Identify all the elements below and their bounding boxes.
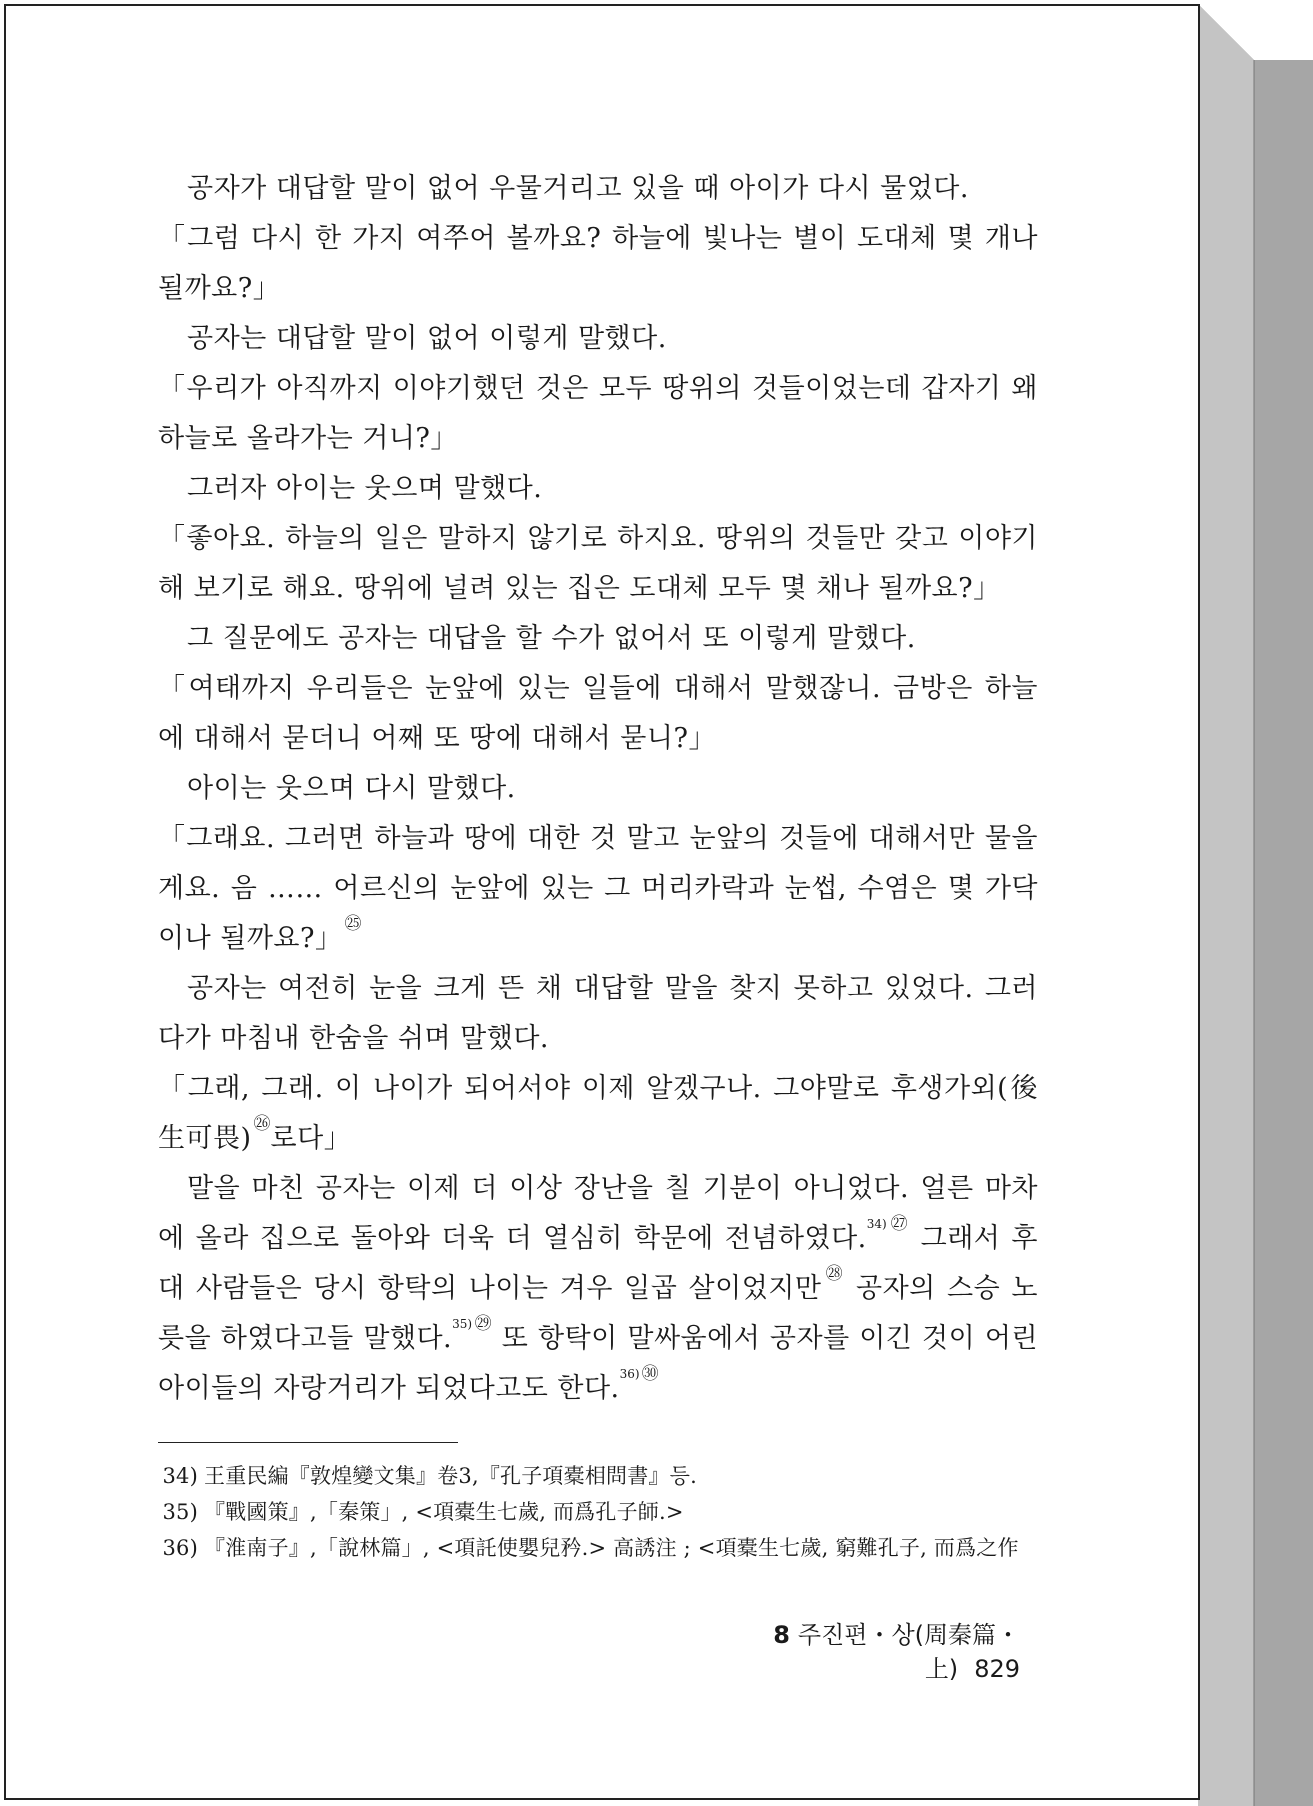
- paragraph: 공자는 여전히 눈을 크게 뜬 채 대답할 말을 찾지 못하고 있었다. 그러다가 마침내 한숨을 쉬며 말했다.: [158, 973, 1038, 1054]
- circled-note-marker: ㉖: [253, 1114, 271, 1134]
- paragraph: 공자가 대답할 말이 없어 우물거리고 있을 때 아이가 다시 물었다.: [187, 173, 969, 204]
- footnote-ref[interactable]: 34): [866, 1217, 887, 1231]
- circled-note-marker: ㉘: [823, 1264, 845, 1284]
- chapter-number: 8: [773, 1621, 790, 1649]
- paragraph: 「여태까지 우리들은 눈앞에 있는 일들에 대해서 말했잖니. 금방은 하늘에 대해서 묻더니 어째 또 땅에 대해서 묻니?」: [158, 673, 1038, 754]
- footnote-ref[interactable]: 35): [452, 1317, 473, 1331]
- footnote-ref[interactable]: 36): [619, 1367, 640, 1381]
- paragraph-text: 또 항탁이 말싸움에서 공자를 이긴 것이 어린아이들의 자랑거리가 되었다고도 한다.: [158, 1323, 1038, 1404]
- paragraph: 「그럼 다시 한 가지 여쭈어 볼까요? 하늘에 빛나는 별이 도대체 몇 개나 될까요?」: [158, 223, 1038, 304]
- footnote-item: [158, 1530, 1038, 1566]
- paragraph: 「좋아요. 하늘의 일은 말하지 않기로 하지요. 땅위의 것들만 갖고 이야기해 보기로 해요. 땅위에 널려 있는 집은 도대체 모두 몇 채나 될까요?」: [158, 523, 1038, 604]
- footnote-divider: [158, 1442, 458, 1443]
- paragraph: 「우리가 아직까지 이야기했던 것은 모두 땅위의 것들이었는데 갑자기 왜 하늘로 올라가는 거니?」: [158, 373, 1038, 454]
- circled-note-marker: ㉚: [641, 1364, 659, 1384]
- footnote-text: 『淮南子』,「說林篇」, <項託使嬰兒矜.> 高誘注 ; <項橐生七歲, 窮難孔子, 而爲之作: [204, 1536, 1019, 1560]
- circled-note-marker: ㉕: [344, 914, 362, 934]
- paragraph: 공자는 대답할 말이 없어 이렇게 말했다.: [187, 323, 667, 354]
- footnote-text: 王重民編『敦煌變文集』卷3,『孔子項橐相問書』등.: [204, 1464, 697, 1488]
- circled-note-marker: ㉙: [474, 1314, 493, 1334]
- paragraph: [158, 1064, 1038, 1164]
- main-text: [158, 164, 1038, 1414]
- paragraph: 그 질문에도 공자는 대답을 할 수가 없어서 또 이렇게 말했다.: [187, 623, 916, 654]
- footnote-text: 『戰國策』,「秦策」, <項橐生七歲, 而爲孔子師.>: [204, 1500, 684, 1524]
- paragraph: 아이는 웃으며 다시 말했다.: [187, 773, 516, 804]
- footnote-number: 36): [162, 1536, 198, 1560]
- paragraph: [158, 814, 1038, 964]
- footnotes: [158, 1458, 1038, 1566]
- paragraph-text: 그래서 후대 사람들은 당시 항탁의 나이는 겨우 일곱 살이었지만: [158, 1223, 1038, 1304]
- footnote-item: [158, 1458, 1038, 1494]
- footnote-item: [158, 1494, 1038, 1530]
- circled-note-marker: ㉗: [888, 1214, 910, 1234]
- page-footer: [690, 1618, 1020, 1686]
- paragraph-text: 말을 마친 공자는 이제 더 이상 장난을 칠 기분이 아니었다. 얼른 마차에 올라 집으로 돌아와 더욱 더 열심히 학문에 전념하였다.: [158, 1173, 1038, 1254]
- paragraph: [158, 1164, 1038, 1414]
- paragraph-text: 공자의 스승 노릇을 하였다고들 말했다.: [158, 1273, 1038, 1354]
- paragraph-text: 로다」: [270, 1123, 352, 1154]
- paragraph-text: 「그래, 그래. 이 나이가 되어서야 이제 알겠구나. 그야말로 후생가외(後生可畏): [158, 1073, 1038, 1154]
- footnote-number: 34): [162, 1464, 198, 1488]
- page-number: 829: [974, 1655, 1020, 1683]
- paragraph: 그러자 아이는 웃으며 말했다.: [187, 473, 543, 504]
- paragraph-text: 「그래요. 그러면 하늘과 땅에 대한 것 말고 눈앞의 것들에 대해서만 물을게요. 음 …… 어르신의 눈앞에 있는 그 머리카락과 눈썹, 수염은 몇 가닥이나 될까요?」: [158, 823, 1038, 954]
- chapter-title: 주진편・상(周秦篇・上): [797, 1621, 1020, 1683]
- footnote-number: 35): [162, 1500, 198, 1524]
